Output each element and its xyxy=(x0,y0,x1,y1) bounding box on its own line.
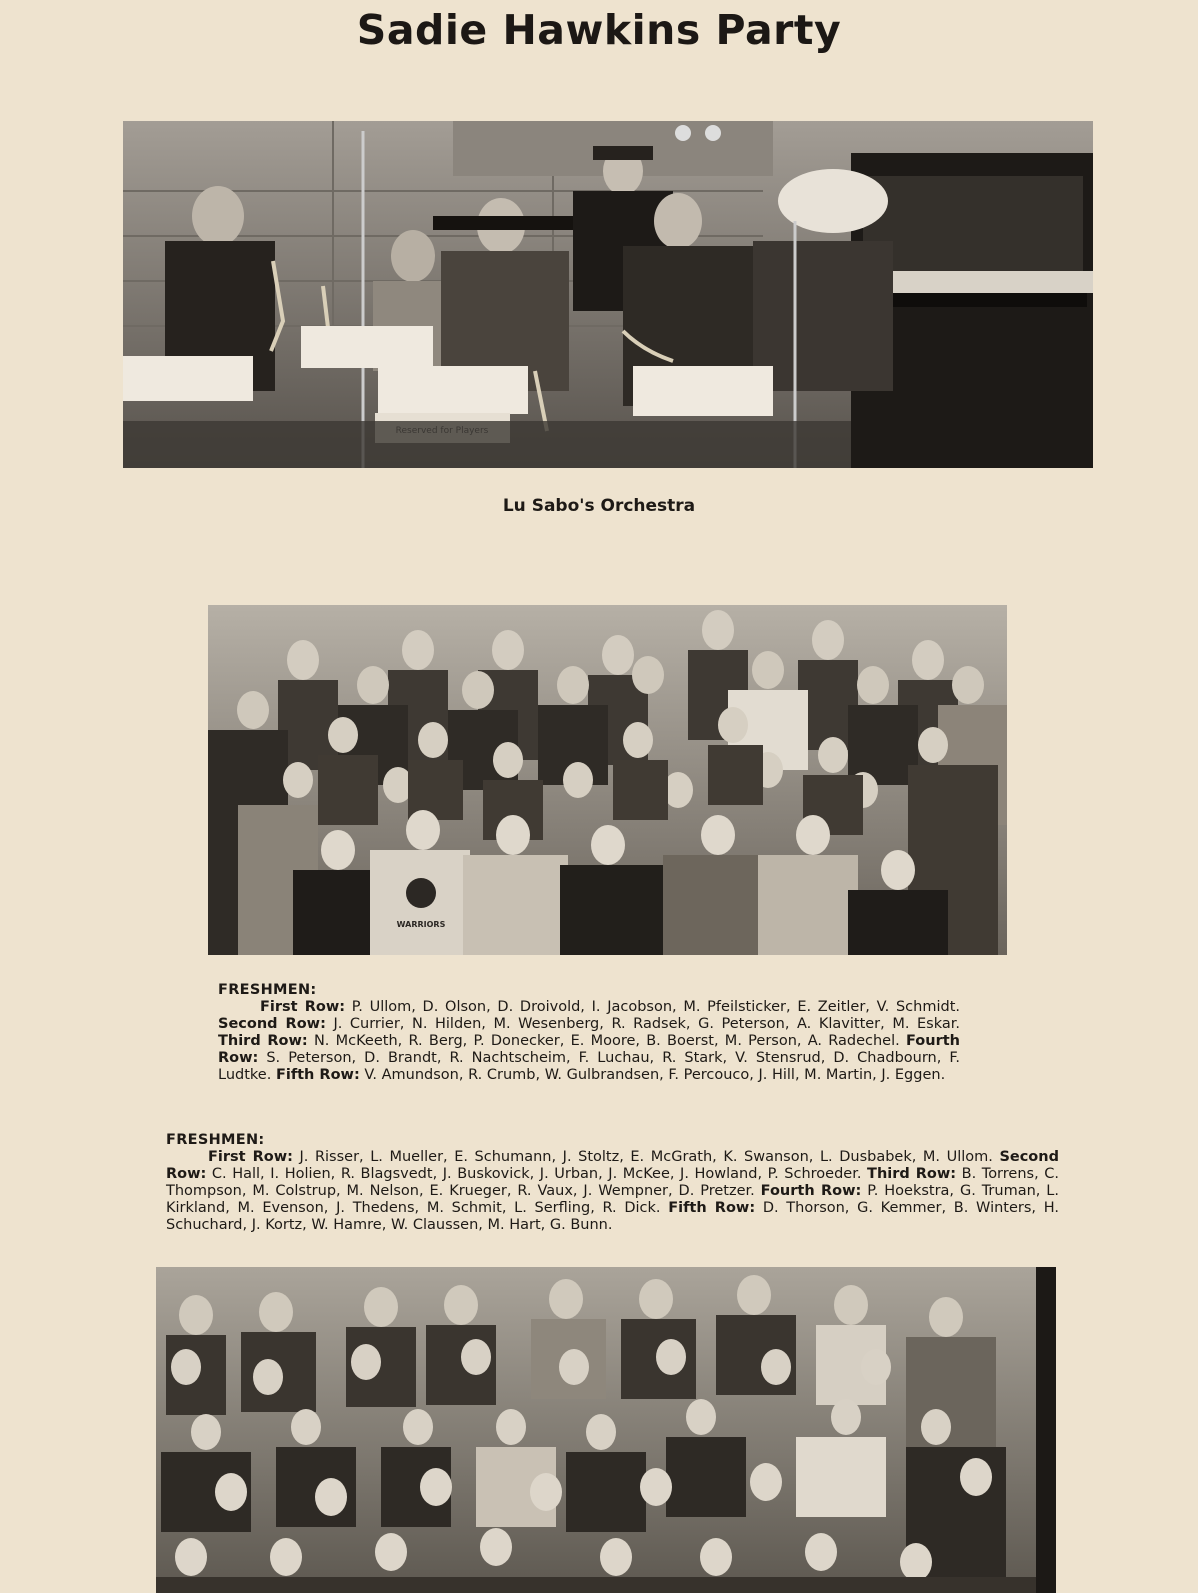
page-title: Sadie Hawkins Party xyxy=(356,6,842,54)
roster-b-row-names: D. Thorson, G. Kemmer, B. Winters, H. Schuchard, J. Kortz, W. Hamre, W. Claussen, M. Hart, G. Bunn. xyxy=(166,1200,1059,1233)
roster-b-heading: FRESHMEN: xyxy=(166,1132,265,1148)
roster-b-row-names: P. Hoekstra, G. Truman, L. Kirkland, M. Evenson, J. Thedens, M. Schmit, L. Serfling, R. Dick. xyxy=(166,1183,1059,1216)
roster-b-row-label: Fifth Row: xyxy=(668,1200,756,1216)
roster-a-row-names: V. Amundson, R. Crumb, W. Gulbrandsen, F. Percouco, J. Hill, M. Martin, J. Eggen. xyxy=(359,1067,946,1083)
roster-a-row-names: S. Peterson, D. Brandt, R. Nachtscheim, F. Luchau, R. Stark, V. Stensrud, D. Chadbourn, F. Ludtke. xyxy=(218,1050,960,1083)
roster-b-row-label: Second Row: xyxy=(166,1149,1059,1182)
roster-a-row-label: Fifth Row: xyxy=(275,1067,360,1083)
freshmen-roster-a xyxy=(218,982,960,1084)
roster-b-row-names: J. Risser, L. Mueller, E. Schumann, J. Stoltz, E. McGrath, K. Swanson, L. Dusbabek, M. Ullom. xyxy=(292,1149,1000,1165)
roster-b-row-label: Fourth Row: xyxy=(760,1183,862,1199)
roster-b-row-label: First Row: xyxy=(208,1149,293,1165)
roster-a-row-names: P. Ullom, D. Olson, D. Droivold, I. Jacobson, M. Pfeilsticker, E. Zeitler, V. Schmidt. xyxy=(345,999,960,1015)
freshmen-group-photo-b xyxy=(156,1267,1056,1593)
orchestra-photo xyxy=(123,121,1093,468)
roster-a-row-label: First Row: xyxy=(260,999,346,1015)
freshmen-group-photo-a xyxy=(208,605,1007,955)
sweater-text: WARRIORS xyxy=(396,920,446,929)
roster-a-row-names: N. McKeeth, R. Berg, P. Donecker, E. Moore, B. Boerst, M. Person, A. Radechel. xyxy=(307,1033,906,1049)
roster-b-row-label: Third Row: xyxy=(867,1166,957,1182)
roster-a-row-label: Second Row: xyxy=(218,1016,326,1032)
roster-b-row-names: C. Hall, I. Holien, R. Blagsvedt, J. Buskovick, J. Urban, J. McKee, J. Howland, P. Schroeder. xyxy=(206,1166,868,1182)
roster-b-row-names: B. Torrens, C. Thompson, M. Colstrup, M. Nelson, E. Krueger, R. Vaux, J. Wempner, D. Pretzer. xyxy=(166,1166,1059,1199)
roster-a-row-label: Fourth Row: xyxy=(218,1033,960,1066)
roster-a-row-label: Third Row: xyxy=(218,1033,308,1049)
roster-a-row-names: J. Currier, N. Hilden, M. Wesenberg, R. Radsek, G. Peterson, A. Klavitter, M. Eskar. xyxy=(325,1016,960,1032)
roster-a-heading: FRESHMEN: xyxy=(218,982,317,998)
freshmen-roster-b xyxy=(166,1132,1059,1234)
orchestra-caption: Lu Sabo's Orchestra xyxy=(502,496,696,516)
